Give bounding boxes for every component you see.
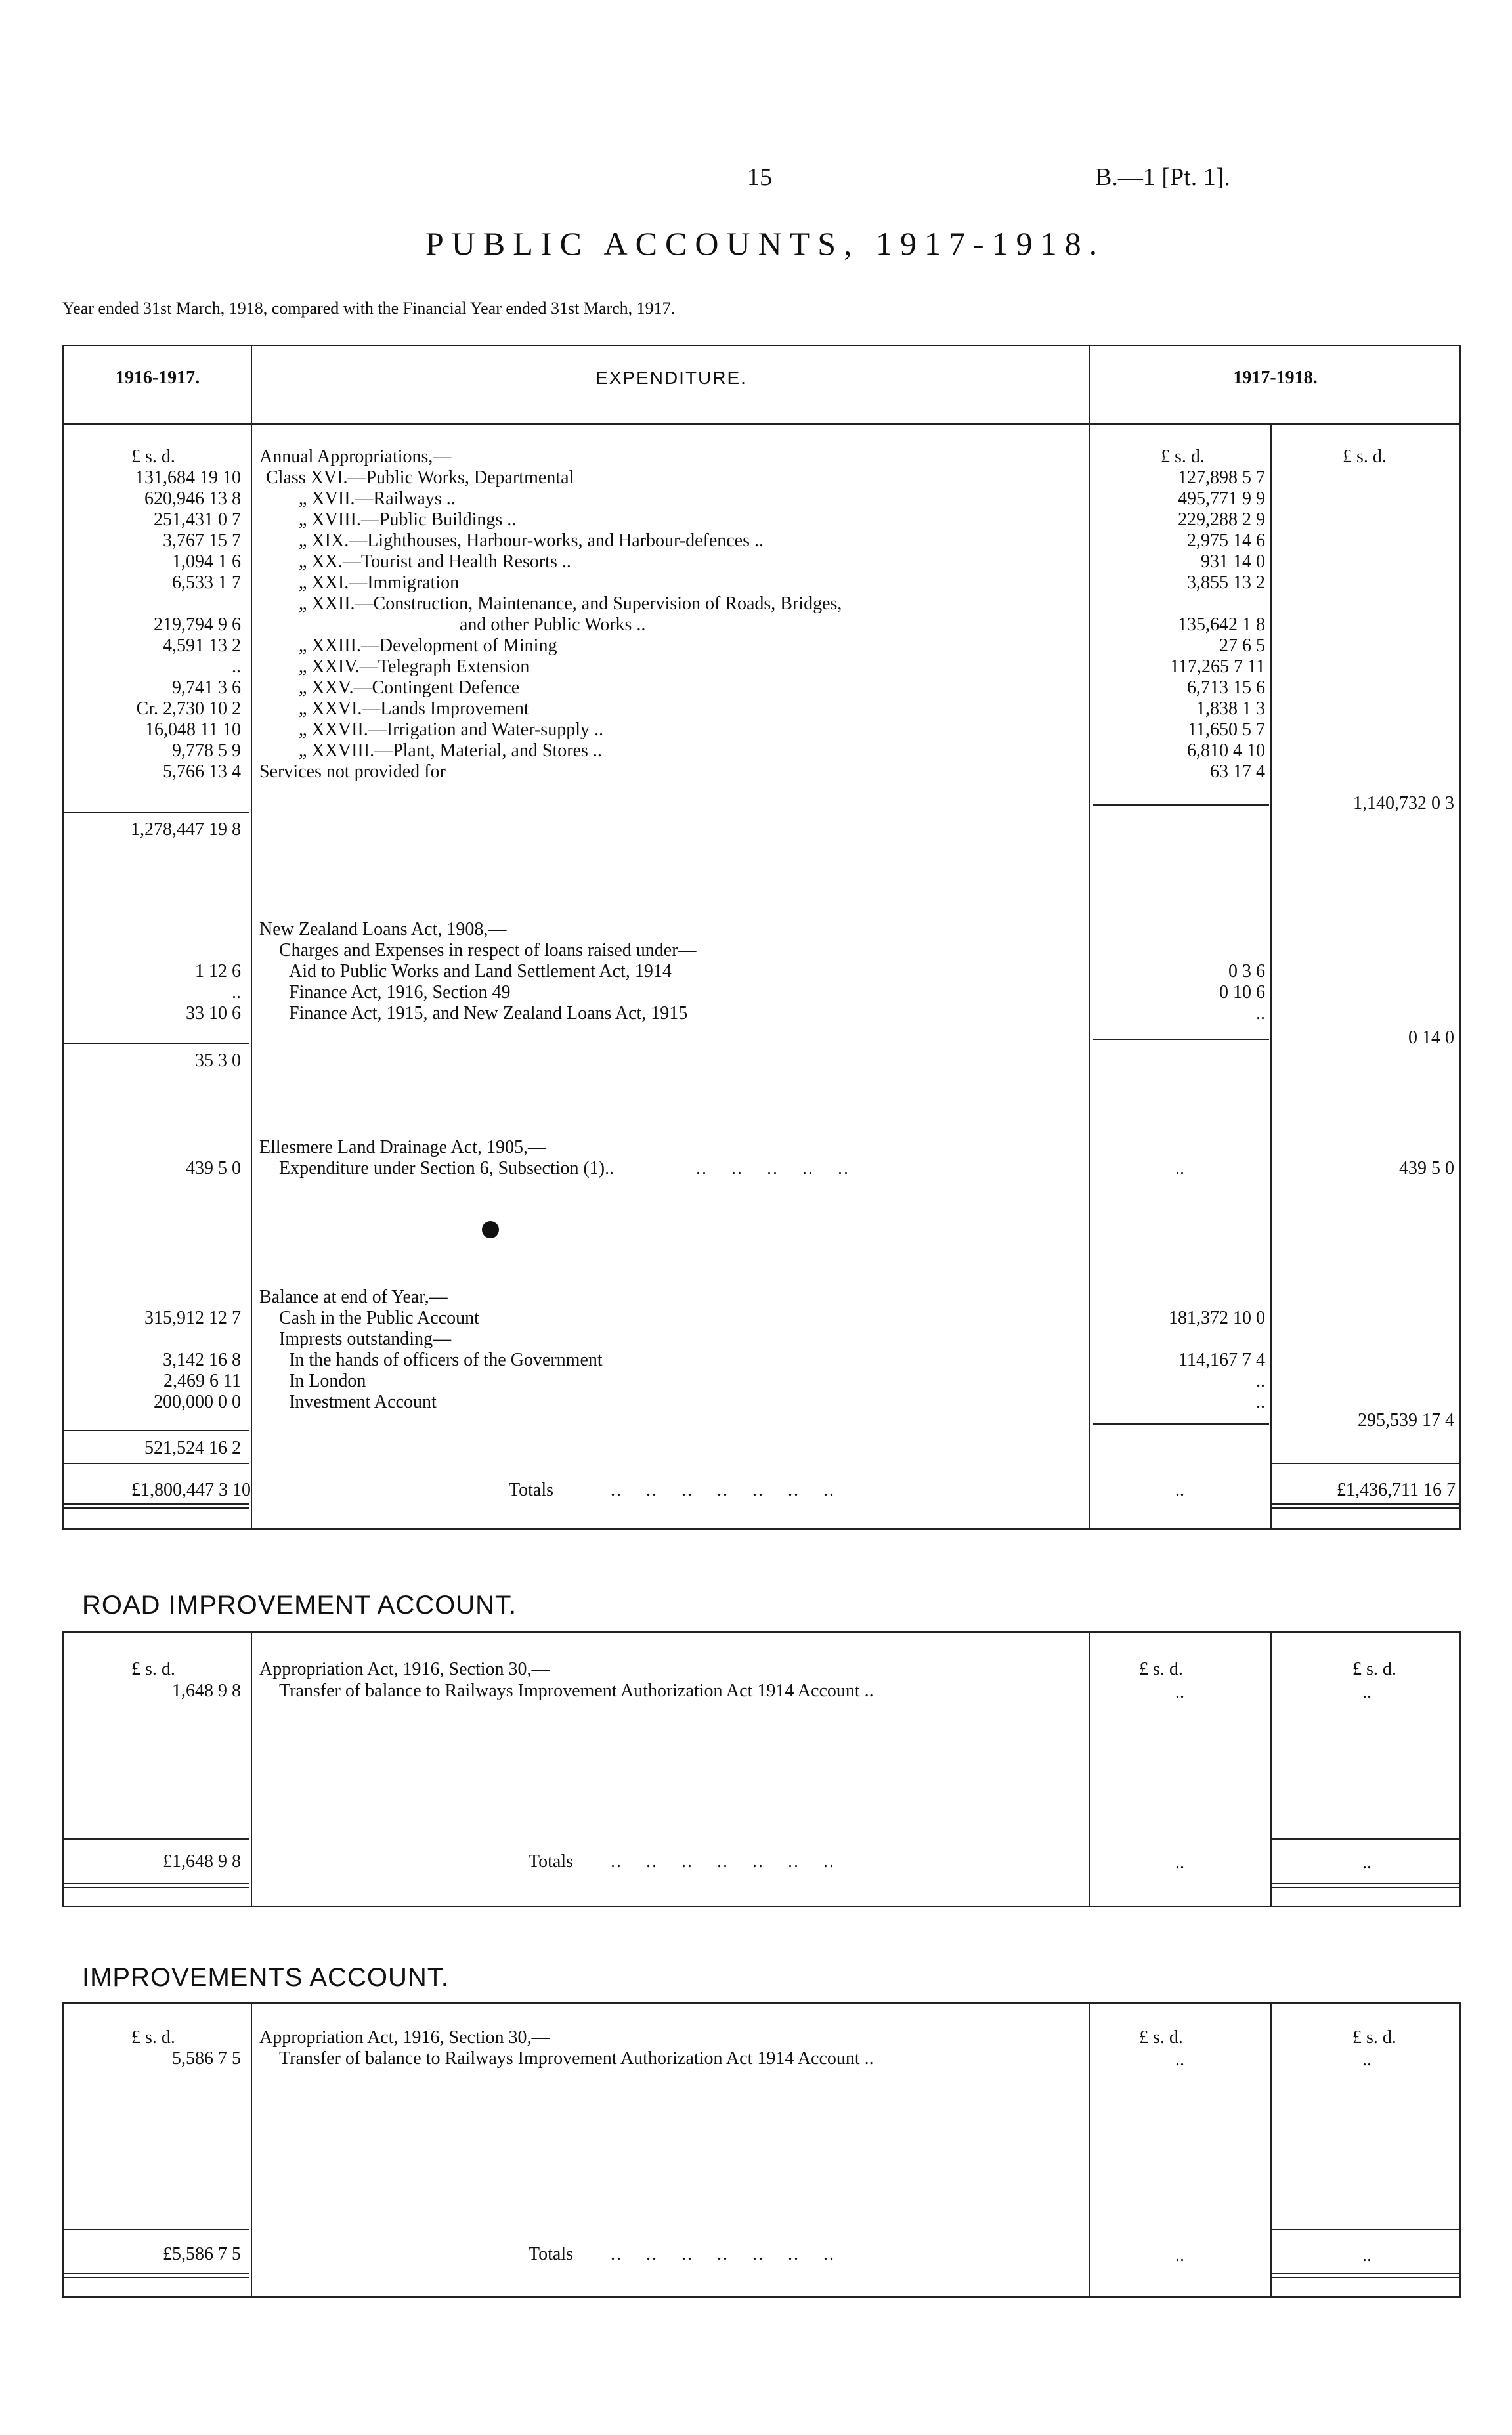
- cur-amount: 127,898 5 7: [1178, 467, 1265, 488]
- dot-leader: .. .. .. .. .. .. ..: [611, 2244, 835, 2264]
- cur-amount: 0 3 6: [1228, 961, 1265, 981]
- column-header-expenditure: EXPENDITURE.: [595, 368, 747, 388]
- prev-amount: 9,741 3 6: [172, 678, 241, 698]
- row-label: „ XXI.—Immigration: [299, 572, 460, 593]
- row-label: „ XXVIII.—Plant, Material, and Stores ..: [299, 741, 602, 761]
- prev-amount: 251,431 0 7: [154, 509, 241, 530]
- cur-amount: ..: [1175, 1480, 1184, 1500]
- prev-amount: 219,794 9 6: [154, 614, 241, 635]
- lsd-header-prev: £ s. d.: [131, 446, 175, 467]
- prev-grand-total: £5,586 7 5: [163, 2244, 241, 2264]
- cur-amount: 135,642 1 8: [1178, 614, 1265, 635]
- cur-amount: 495,771 9 9: [1178, 488, 1265, 509]
- cur-amount: 63 17 4: [1210, 762, 1265, 782]
- cur-amount: 0 10 6: [1219, 982, 1265, 1002]
- cur-amount: 931 14 0: [1201, 551, 1265, 572]
- row-label: „ XXVI.—Lands Improvement: [299, 699, 529, 719]
- prev-subtotal: 1,278,447 19 8: [131, 819, 241, 840]
- cur-total: ..: [1362, 1682, 1372, 1702]
- prev-amount: 200,000 0 0: [154, 1392, 241, 1412]
- cur-amount: 114,167 7 4: [1178, 1350, 1265, 1370]
- row-label: Investment Account: [289, 1392, 437, 1412]
- lsd-header-prev: £ s. d.: [131, 2027, 175, 2048]
- section-heading: Appropriation Act, 1916, Section 30,—: [259, 1659, 550, 1679]
- prev-amount: 5,586 7 5: [172, 2048, 241, 2069]
- prev-subtotal: 35 3 0: [195, 1050, 241, 1071]
- prev-amount: 439 5 0: [186, 1158, 241, 1178]
- row-label: „ XVIII.—Public Buildings ..: [299, 509, 517, 530]
- section-heading: New Zealand Loans Act, 1908,—: [259, 919, 507, 939]
- section-heading: Appropriation Act, 1916, Section 30,—: [259, 2027, 550, 2048]
- cur-amount: ..: [1175, 1682, 1184, 1702]
- prev-amount: 620,946 13 8: [144, 488, 241, 509]
- cur-amount: ..: [1175, 2245, 1184, 2266]
- row-label: Class XVI.—Public Works, Departmental: [266, 467, 574, 488]
- row-label: Imprests outstanding—: [279, 1329, 452, 1349]
- cur-amount: ..: [1256, 1392, 1265, 1412]
- row-label: Transfer of balance to Railways Improvement Authorization Act 1914 Account ..: [279, 2048, 874, 2069]
- cur-amount: 6,810 4 10: [1187, 741, 1265, 761]
- column-header-1917-1918: 1917-1918.: [1233, 368, 1318, 388]
- prev-amount: 33 10 6: [186, 1003, 241, 1024]
- cur-amount: 2,975 14 6: [1187, 530, 1265, 551]
- prev-amount: 9,778 5 9: [172, 741, 241, 761]
- row-label: and other Public Works ..: [460, 614, 646, 635]
- cur-grand-total: £1,436,711 16 7: [1337, 1480, 1456, 1500]
- prev-amount: ..: [232, 982, 241, 1002]
- document-reference: B.—1 [Pt. 1].: [1095, 163, 1230, 191]
- cur-amount: ..: [1175, 1853, 1184, 1873]
- cur-amount: ..: [1175, 1158, 1184, 1178]
- prev-amount: 1 12 6: [195, 961, 241, 981]
- prev-amount: Cr. 2,730 10 2: [136, 699, 241, 719]
- cur-amount: 181,372 10 0: [1169, 1308, 1265, 1328]
- cur-amount: 27 6 5: [1219, 636, 1265, 656]
- section-title: IMPROVEMENTS ACCOUNT.: [82, 1963, 449, 1992]
- cur-subtotal: 295,539 17 4: [1358, 1410, 1454, 1431]
- prev-amount: 4,591 13 2: [163, 636, 241, 656]
- section-heading: Balance at end of Year,—: [259, 1287, 448, 1307]
- row-label: Transfer of balance to Railways Improvement Authorization Act 1914 Account ..: [279, 1681, 874, 1701]
- dot-leader: .. .. .. .. .. .. ..: [611, 1480, 835, 1500]
- row-label: „ XXIII.—Development of Mining: [299, 636, 557, 656]
- section-title: ROAD IMPROVEMENT ACCOUNT.: [82, 1591, 517, 1620]
- section-heading: Ellesmere Land Drainage Act, 1905,—: [259, 1137, 546, 1157]
- cur-subtotal: 1,140,732 0 3: [1353, 793, 1454, 813]
- prev-amount: 6,533 1 7: [172, 572, 241, 593]
- row-label: Finance Act, 1916, Section 49: [289, 982, 511, 1002]
- cur-subtotal: 0 14 0: [1408, 1027, 1454, 1048]
- lsd-header-cur: £ s. d.: [1161, 446, 1205, 467]
- lsd-header-total: £ s. d.: [1352, 1659, 1396, 1679]
- page-number: 15: [747, 163, 772, 191]
- prev-amount: 2,469 6 11: [163, 1371, 241, 1391]
- cur-amount: 6,713 15 6: [1187, 678, 1265, 698]
- ink-blot: [482, 1221, 499, 1238]
- row-label: Finance Act, 1915, and New Zealand Loans Act, 1915: [289, 1003, 688, 1024]
- row-label: „ XX.—Tourist and Health Resorts ..: [299, 551, 571, 572]
- cur-amount: 11,650 5 7: [1188, 720, 1265, 740]
- page-subtitle: Year ended 31st March, 1918, compared with the Financial Year ended 31st March, 1917.: [62, 299, 676, 318]
- prev-amount: ..: [232, 657, 241, 677]
- lsd-header-total: £ s. d.: [1352, 2027, 1396, 2048]
- row-label: „ XXVII.—Irrigation and Water-supply ..: [299, 720, 603, 740]
- dot-leader: .. .. .. .. ..: [696, 1158, 850, 1178]
- row-label: „ XVII.—Railways ..: [299, 488, 456, 509]
- cur-total: ..: [1362, 2050, 1372, 2070]
- row-label: In the hands of officers of the Government: [289, 1350, 603, 1370]
- prev-amount: 1,648 9 8: [172, 1681, 241, 1701]
- lsd-header-prev: £ s. d.: [131, 1659, 175, 1679]
- page-title: PUBLIC ACCOUNTS, 1917-1918.: [425, 225, 1106, 262]
- row-label: In London: [289, 1371, 366, 1391]
- cur-amount: 3,855 13 2: [1187, 572, 1265, 593]
- cur-amount: 1,838 1 3: [1196, 699, 1265, 719]
- row-label: „ XXIV.—Telegraph Extension: [299, 657, 530, 677]
- prev-amount: 16,048 11 10: [145, 720, 241, 740]
- prev-grand-total: £1,648 9 8: [163, 1851, 241, 1872]
- row-label: Services not provided for: [259, 762, 446, 782]
- dot-leader: .. .. .. .. .. .. ..: [611, 1851, 835, 1872]
- prev-amount: 5,766 13 4: [163, 762, 241, 782]
- totals-label: Totals: [509, 1480, 554, 1500]
- prev-amount: 131,684 19 10: [135, 467, 241, 488]
- prev-subtotal: 521,524 16 2: [144, 1438, 241, 1458]
- totals-label: Totals: [529, 2244, 574, 2264]
- column-header-1916-1917: 1916-1917.: [115, 368, 200, 388]
- prev-amount: 315,912 12 7: [144, 1308, 241, 1328]
- row-label: „ XIX.—Lighthouses, Harbour-works, and Harbour-defences ..: [299, 530, 764, 551]
- cur-amount: ..: [1256, 1371, 1265, 1391]
- lsd-header-cur: £ s. d.: [1139, 2027, 1183, 2048]
- row-label: Cash in the Public Account: [279, 1308, 479, 1328]
- row-label: „ XXV.—Contingent Defence: [299, 678, 520, 698]
- section-heading: Annual Appropriations,—: [259, 446, 452, 467]
- lsd-header-total: £ s. d.: [1343, 446, 1387, 467]
- prev-grand-total: £1,800,447 3 10: [131, 1480, 251, 1500]
- totals-label: Totals: [529, 1851, 574, 1872]
- cur-amount: ..: [1175, 2050, 1184, 2070]
- row-label: Expenditure under Section 6, Subsection (1)..: [279, 1158, 615, 1178]
- prev-amount: 3,142 16 8: [163, 1350, 241, 1370]
- lsd-header-cur: £ s. d.: [1139, 1659, 1183, 1679]
- cur-grand-total: ..: [1362, 2245, 1372, 2266]
- cur-amount: 117,265 7 11: [1170, 657, 1265, 677]
- cur-amount: 229,288 2 9: [1178, 509, 1265, 530]
- row-label: Aid to Public Works and Land Settlement Act, 1914: [289, 961, 672, 981]
- row-label: „ XXII.—Construction, Maintenance, and Supervision of Roads, Bridges,: [299, 593, 842, 614]
- prev-amount: 1,094 1 6: [172, 551, 241, 572]
- prev-amount: 3,767 15 7: [163, 530, 241, 551]
- cur-subtotal: 439 5 0: [1399, 1158, 1454, 1178]
- section-subheading: Charges and Expenses in respect of loans raised under—: [279, 940, 697, 960]
- cur-amount: ..: [1256, 1003, 1265, 1024]
- cur-grand-total: ..: [1362, 1853, 1372, 1873]
